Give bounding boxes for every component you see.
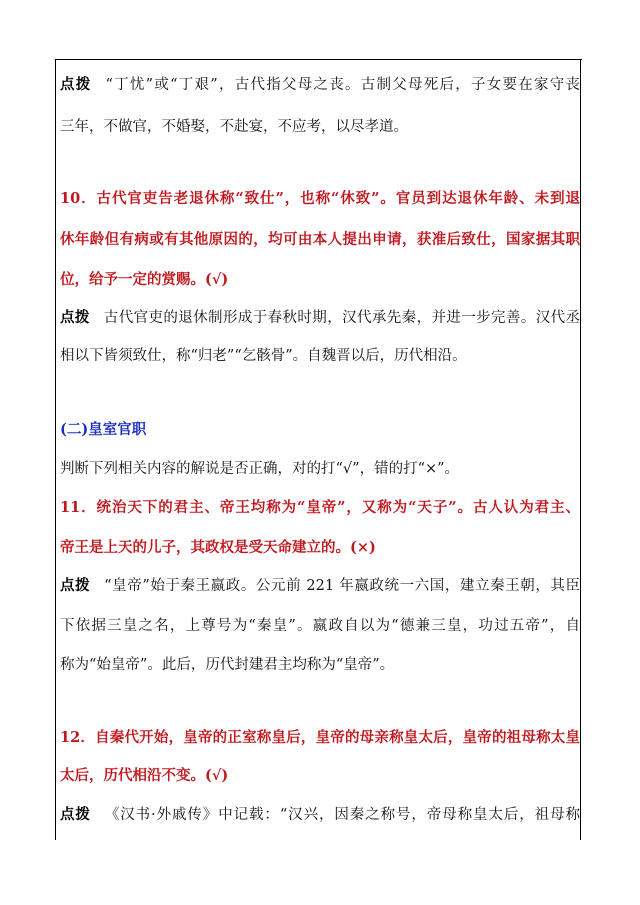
question-11-line: 11．统治天下的君主、帝王均称为“皇帝”，又称为“天子”。古人认为君主、: [60, 499, 580, 516]
note-line: 下依据三皇之名，上尊号为“秦皇”。嬴政自以为“德兼三皇，功过五帝”，自: [60, 618, 580, 634]
note-tag: 点拨: [60, 309, 90, 326]
instruction-line: 判断下列相关内容的解说是否正确，对的打“√”，错的打“×”。: [60, 461, 460, 477]
note-text: “丁忧”或“丁艰”，古代指父母之丧。古制父母死后，子女要在家守丧: [105, 77, 581, 93]
note-line: 相以下皆须致仕，称“归老”“乞骸骨”。自魏晋以后，历代相沿。: [60, 348, 467, 364]
question-12-line: 12．自秦代开始，皇帝的正室称皇后，皇帝的母亲称皇太后，皇帝的祖母称太皇: [60, 729, 580, 746]
page-frame: [55, 60, 581, 840]
question-11-line: 帝王是上天的儿子，其政权是受天命建立的。(×): [60, 539, 376, 556]
note-text: 古代官吏的退休制形成于春秋时期，汉代承先秦，并进一步完善。汉代丞: [103, 310, 581, 326]
note-line: 称为“始皇帝”。此后，历代封建君主均称为“皇帝”。: [60, 657, 395, 673]
note-tag: 点拨: [60, 577, 91, 594]
note-line: [60, 308, 580, 328]
note-text: 《汉书·外戚传》中记载：“汉兴，因秦之称号，帝母称皇太后，祖母称: [104, 807, 580, 823]
section-heading: (二)皇室官职: [60, 421, 147, 438]
note-line: [60, 576, 580, 596]
note-line: [60, 75, 580, 95]
note-tag: 点拨: [60, 806, 91, 823]
note-line: [60, 805, 580, 825]
question-10-line: 10．古代官吏告老退休称“致仕”，也称“休致”。官员到达退休年龄、未到退: [60, 190, 580, 207]
note-tag: 点拨: [60, 76, 92, 93]
note-text: “皇帝”始于秦王嬴政。公元前 221 年嬴政统一六国，建立秦王朝，其臣: [104, 578, 581, 594]
question-12-line: 太后，历代相沿不变。(√): [60, 767, 229, 784]
note-line: 三年，不做官，不婚娶，不赴宴，不应考，以尽孝道。: [60, 119, 408, 135]
question-10-line: 位，给予一定的赏赐。(√): [60, 271, 229, 288]
question-10-line: 休年龄但有病或有其他原因的，均可由本人提出申请，获准后致仕，国家据其职: [60, 231, 580, 248]
